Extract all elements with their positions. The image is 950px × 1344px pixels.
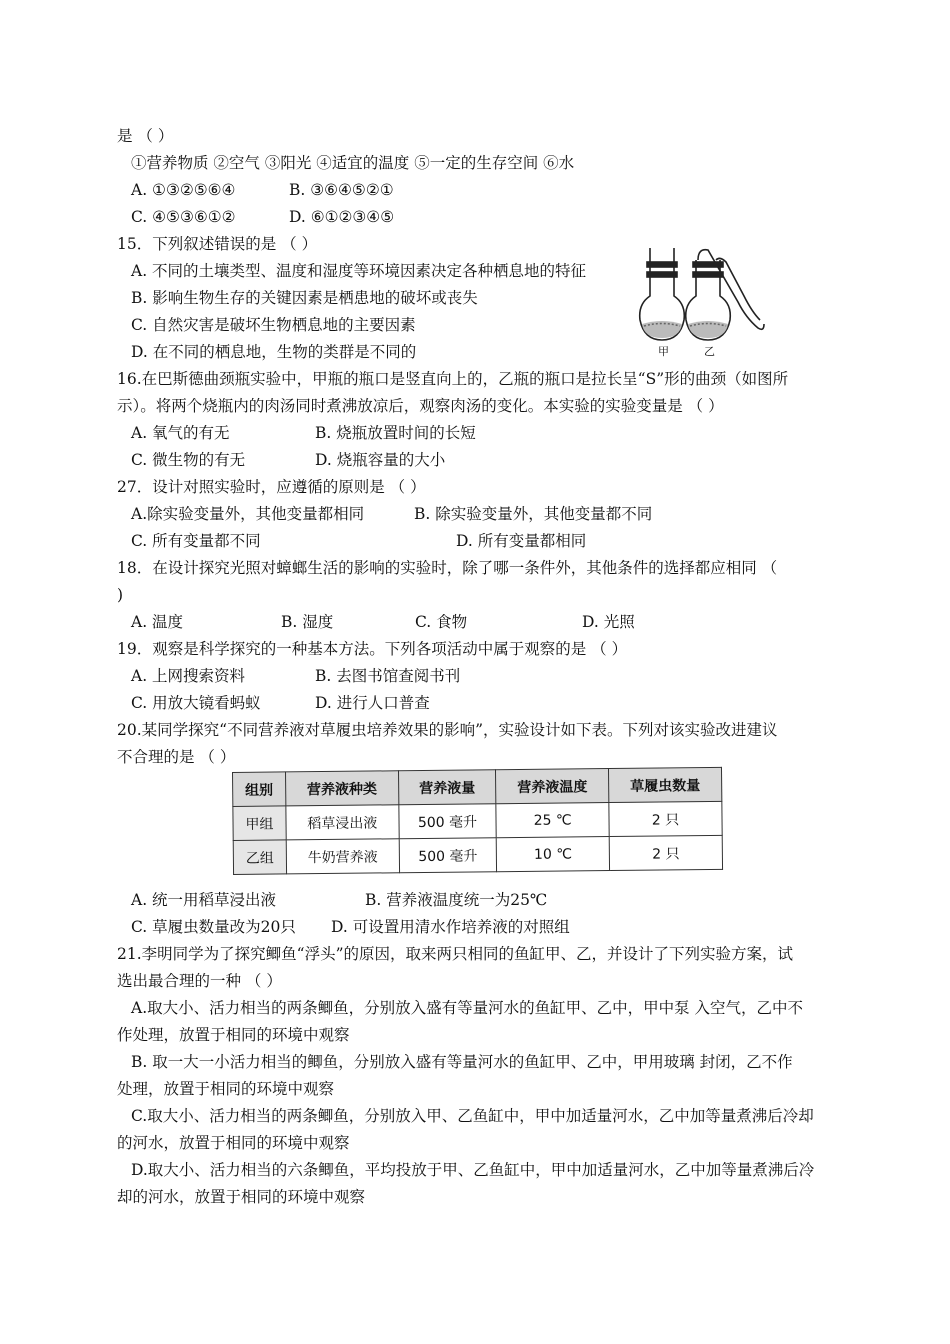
q21-option-b-cont: 处理，放置于相同的环境中观察: [117, 1080, 335, 1098]
q19-option-a: A. 上网搜索资料: [131, 667, 246, 685]
table-row: [233, 801, 722, 840]
table-header-row: [233, 767, 722, 806]
q18-option-c: C. 食物: [415, 613, 468, 631]
q18-option-d: D. 光照: [582, 613, 635, 631]
q19-option-d: D. 进行人口普查: [315, 694, 430, 712]
table-cell: 2 只: [609, 835, 722, 870]
condition-list: ①营养物质 ②空气 ③阳光 ④适宜的温度 ⑤一定的生存空间 ⑥水: [131, 154, 575, 172]
table-header: 草履虫数量: [609, 767, 722, 802]
flask-label-jia: 甲: [658, 345, 669, 358]
q21-option-c: C.取大小、活力相当的两条鲫鱼，分别放入甲、乙鱼缸中，甲中加适量河水，乙中加等量煮沸后冷却: [131, 1107, 814, 1125]
table-header: 组别: [233, 772, 286, 807]
q19-option-c: C. 用放大镜看蚂蚁: [131, 694, 261, 712]
q27-option-b: B. 除实验变量外，其他变量都不同: [414, 505, 653, 523]
question-18: 18．在设计探究光照对蟑螂生活的影响的实验时，除了哪一条件外，其他条件的选择都应相同 （: [117, 559, 778, 577]
q15-option-a: A. 不同的土壤类型、温度和湿度等环境因素决定各种栖息地的特征: [131, 262, 587, 280]
table-header: 营养液温度: [496, 769, 609, 804]
table-cell: 乙组: [233, 840, 286, 875]
table-header: 营养液种类: [285, 771, 398, 806]
question-15: 15．下列叙述错误的是 （ ）: [117, 235, 318, 253]
q20-option-a: A. 统一用稻草浸出液: [131, 891, 277, 909]
flask-diagram: [636, 244, 768, 344]
question-18-cont: ): [117, 586, 124, 604]
question-21-cont: 选出最合理的一种 （ ）: [117, 972, 282, 990]
question-19: 19．观察是科学探究的一种基本方法。下列各项活动中属于观察的是 （ ）: [117, 640, 628, 658]
q16-option-c: C. 微生物的有无: [131, 451, 246, 469]
q27-option-a: A.除实验变量外，其他变量都相同: [131, 505, 365, 523]
question-27: 27．设计对照实验时，应遵循的原则是 （ ）: [117, 478, 426, 496]
table-header: 营养液量: [398, 770, 496, 805]
flask-label-yi: 乙: [704, 345, 715, 358]
q21-option-a: A.取大小、活力相当的两条鲫鱼，分别放入盛有等量河水的鱼缸甲、乙中，甲中泵 入空气，乙中不: [131, 999, 804, 1017]
q20-option-d: D. 可设置用清水作培养液的对照组: [331, 918, 570, 936]
flask-yi: [686, 250, 764, 340]
table-cell: 25 ℃: [496, 803, 609, 838]
experiment-table: [232, 767, 723, 875]
question-16: 16.在巴斯德曲颈瓶实验中，甲瓶的瓶口是竖直向上的，乙瓶的瓶口是拉长呈“S”形的曲颈（如图所: [117, 370, 789, 388]
q21-option-d-cont: 却的河水，放置于相同的环境中观察: [117, 1188, 366, 1206]
table-cell: 500 毫升: [399, 804, 497, 839]
question-21: 21.李明同学为了探究鲫鱼“浮头”的原因，取来两只相同的鱼缸甲、乙，并设计了下列实验方案，试: [117, 945, 794, 963]
q21-option-d: D.取大小、活力相当的六条鲫鱼，平均投放于甲、乙鱼缸中，甲中加适量河水，乙中加等量煮沸后冷: [131, 1161, 815, 1179]
table-row: [233, 835, 722, 874]
q18-option-b: B. 湿度: [281, 613, 334, 631]
q27-option-d: D. 所有变量都相同: [456, 532, 587, 550]
flask-figure: [636, 244, 768, 360]
q16-option-d: D. 烧瓶容量的大小: [315, 451, 446, 469]
q21-option-a-cont: 作处理，放置于相同的环境中观察: [117, 1026, 350, 1044]
question-stem-tail: 是 （ ）: [117, 127, 174, 145]
option-a: A. ①③②⑤⑥④: [131, 181, 236, 199]
q16-option-b: B. 烧瓶放置时间的长短: [315, 424, 476, 442]
q27-option-c: C. 所有变量都不同: [131, 532, 261, 550]
q15-option-b: B. 影响生物生存的关键因素是栖患地的破坏或丧失: [131, 289, 478, 307]
option-d: D. ⑥①②③④⑤: [289, 208, 395, 226]
q18-option-a: A. 温度: [131, 613, 184, 631]
option-c: C. ④⑤③⑥①②: [131, 208, 236, 226]
question-16-cont: 示）。将两个烧瓶内的肉汤同时煮沸放凉后，观察肉汤的变化。本实验的实验变量是 （ ）: [117, 397, 724, 415]
table-cell: 稻草浸出液: [286, 805, 399, 840]
question-20: 20.某同学探究“不同营养液对草履虫培养效果的影响”，实验设计如下表。下列对该实验改进建议: [117, 721, 778, 739]
q20-option-c: C. 草履虫数量改为20只: [131, 918, 296, 936]
q15-option-d: D. 在不同的栖息地，生物的类群是不同的: [131, 343, 417, 361]
question-20-cont: 不合理的是 （ ）: [117, 748, 236, 766]
q21-option-b: B. 取一大一小活力相当的鲫鱼，分别放入盛有等量河水的鱼缸甲、乙中，甲用玻璃 封闭，乙不作: [131, 1053, 793, 1071]
flask-jia: [640, 248, 685, 340]
q21-option-c-cont: 的河水，放置于相同的环境中观察: [117, 1134, 350, 1152]
table-cell: 2 只: [609, 801, 722, 836]
q15-option-c: C. 自然灾害是破坏生物栖息地的主要因素: [131, 316, 416, 334]
option-b: B. ③⑥④⑤②①: [289, 181, 394, 199]
table-cell: 500 毫升: [399, 838, 497, 873]
table-cell: 牛奶营养液: [286, 839, 399, 874]
table-cell: 甲组: [233, 806, 286, 841]
table-cell: 10 ℃: [496, 837, 609, 872]
q19-option-b: B. 去图书馆查阅书刊: [315, 667, 461, 685]
q20-option-b: B. 营养液温度统一为25℃: [365, 891, 548, 909]
q16-option-a: A. 氧气的有无: [131, 424, 230, 442]
